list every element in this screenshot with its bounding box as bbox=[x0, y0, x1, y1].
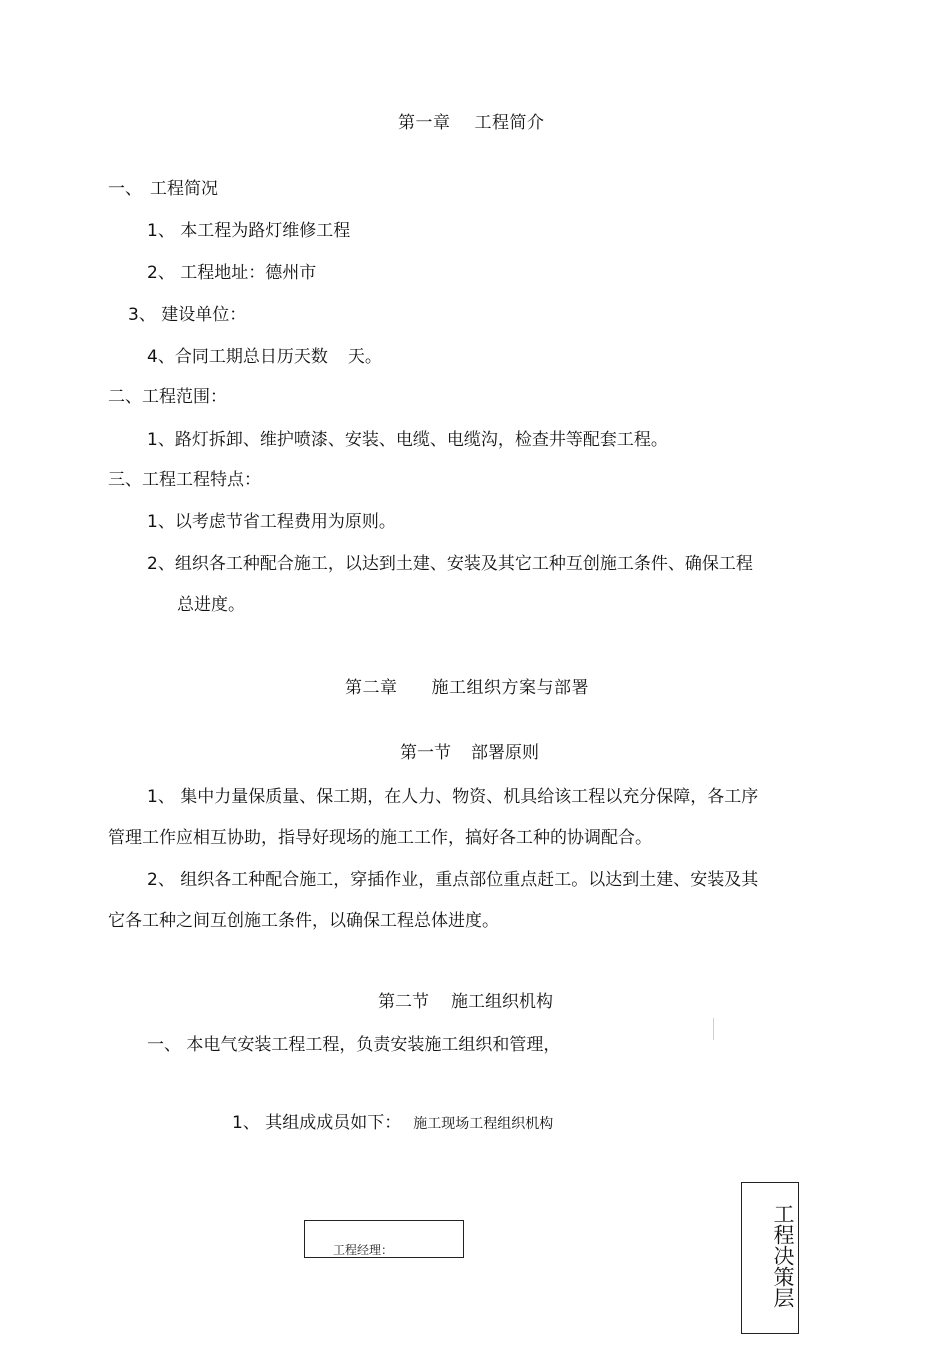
manager-box bbox=[304, 1220, 464, 1258]
chapter2-title: 施工组织方案与部署 bbox=[431, 678, 589, 698]
chapter2-label: 第二章 bbox=[345, 678, 398, 698]
decision-layer-label: 工程决策层 bbox=[771, 1203, 795, 1308]
s1-heading-num: 一、 bbox=[108, 179, 142, 199]
s2-heading: 二、工程范围： bbox=[108, 387, 227, 407]
chapter1-heading bbox=[398, 113, 545, 133]
s1-item-2: 2、 工程地址：德州市 bbox=[147, 263, 317, 283]
section1-p1-line1: 1、 集中力量保质量、保工期，在人力、物资、机具给该工程以充分保障，各工序 bbox=[147, 787, 759, 807]
section2-heading bbox=[378, 992, 553, 1012]
s1-item-4 bbox=[147, 347, 382, 367]
s1-heading bbox=[108, 179, 218, 199]
s3-item-2-line1: 2、组织各工种配合施工，以达到土建、安装及其它工种互创施工条件、确保工程 bbox=[147, 554, 753, 574]
s1-heading-text: 工程简况 bbox=[150, 179, 218, 199]
section1-p1-line2: 管理工作应相互协助，指导好现场的施工工作，搞好各工种的协调配合。 bbox=[108, 828, 652, 848]
s1-item-4-text: 4、合同工期总日历天数 bbox=[147, 347, 328, 367]
section1-title: 部署原则 bbox=[471, 743, 539, 763]
section1-label: 第一节 bbox=[400, 743, 451, 763]
s1-item-3: 3、 建设单位： bbox=[128, 305, 247, 325]
section2-label: 第二节 bbox=[378, 992, 429, 1012]
section1-heading bbox=[400, 743, 539, 763]
section1-p2-line1: 2、 组织各工种配合施工，穿插作业，重点部位重点赶工。以达到土建、安装及其 bbox=[147, 870, 759, 890]
section2-item-1: 一、 本电气安装工程工程，负责安装施工组织和管理， bbox=[147, 1035, 561, 1055]
vertical-mark bbox=[713, 1018, 714, 1040]
members-line bbox=[232, 1113, 553, 1134]
members-label: 1、 其组成成员如下： bbox=[232, 1113, 402, 1133]
manager-box-label: 工程经理： bbox=[333, 1243, 394, 1257]
s3-item-2-line2: 总进度。 bbox=[177, 595, 245, 615]
s3-item-1: 1、以考虑节省工程费用为原则。 bbox=[147, 512, 396, 532]
s3-heading: 三、工程工程特点： bbox=[108, 470, 261, 490]
chapter2-heading bbox=[345, 678, 589, 698]
section2-title: 施工组织机构 bbox=[451, 992, 553, 1012]
chapter1-label: 第一章 bbox=[398, 113, 451, 133]
org-title: 施工现场工程组织机构 bbox=[413, 1116, 554, 1132]
s2-item: 1、路灯拆卸、维护喷漆、安装、电缆、电缆沟，检查井等配套工程。 bbox=[147, 430, 668, 450]
s1-item-4-unit: 天。 bbox=[347, 347, 382, 367]
section1-p2-line2: 它各工种之间互创施工条件，以确保工程总体进度。 bbox=[108, 911, 499, 931]
chapter1-title: 工程简介 bbox=[474, 113, 545, 133]
s1-item-1: 1、 本工程为路灯维修工程 bbox=[147, 221, 351, 241]
decision-layer-box bbox=[741, 1182, 799, 1334]
